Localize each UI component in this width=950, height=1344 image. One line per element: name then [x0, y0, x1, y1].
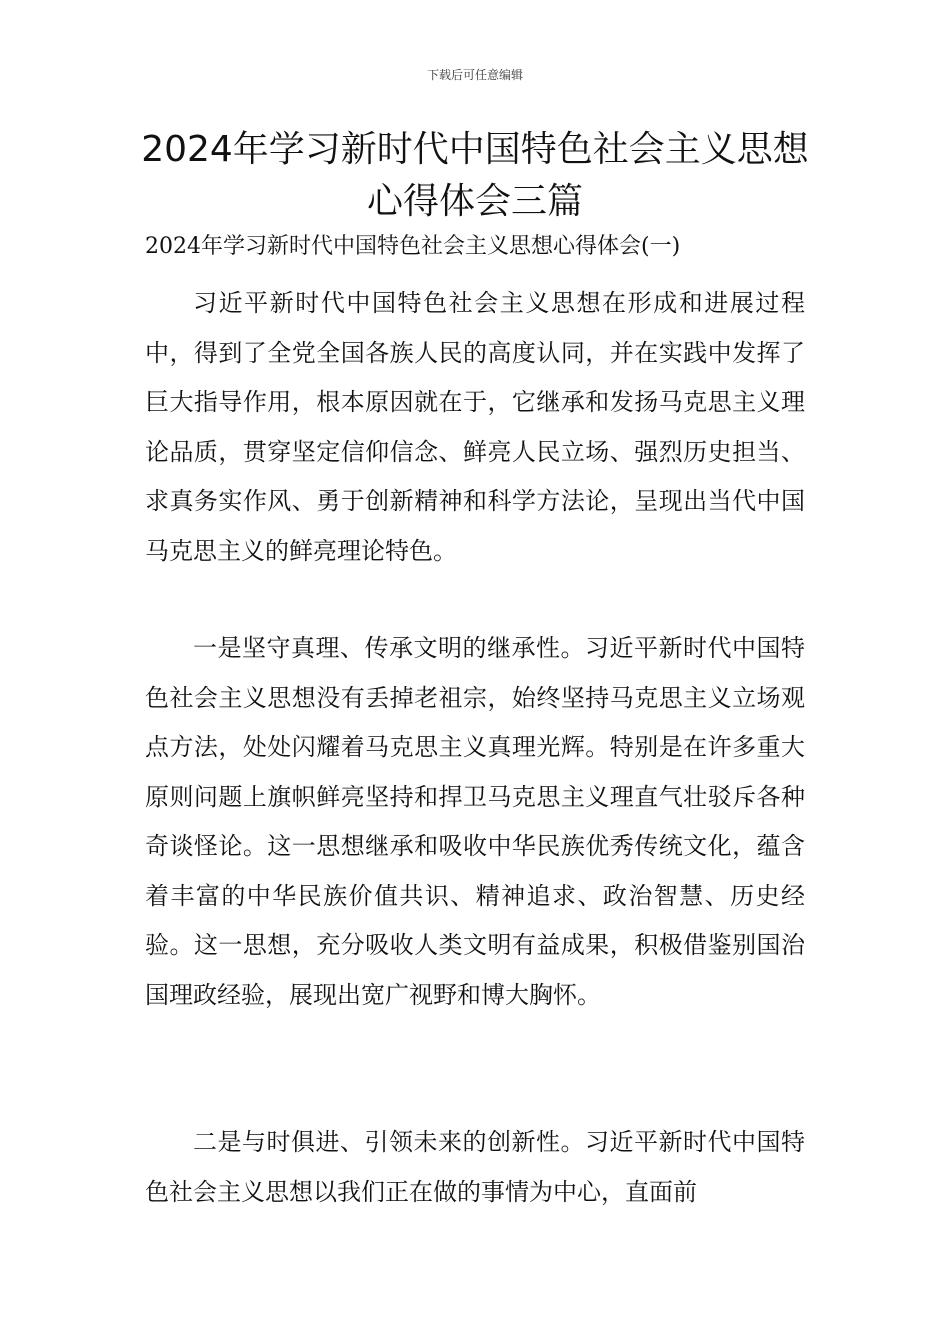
body-paragraph-1: 习近平新时代中国特色社会主义思想在形成和进展过程中，得到了全党全国各族人民的高度认同，并在实践中发挥了巨大指导作用，根本原因就在于，它继承和发扬马克思主义理论品质，贯穿坚定信仰信念、鲜亮人民立场、强烈历史担当、求真务实作风、勇于创新精神和科学方法论，呈现出当代中国马克思主义的鲜亮理论特色。 — [145, 289, 805, 565]
document-title: 2024年学习新时代中国特色社会主义思想心得体会三篇 — [141, 129, 809, 222]
header-note: 下载后可任意编辑 — [426, 68, 523, 82]
body-paragraph-3: 二是与时俱进、引领未来的创新性。习近平新时代中国特色社会主义思想以我们正在做的事情为中心，直面前 — [145, 1128, 805, 1206]
section-subtitle: 2024年学习新时代中国特色社会主义思想心得体会(一) — [145, 234, 681, 259]
body-paragraph-2: 一是坚守真理、传承文明的继承性。习近平新时代中国特色社会主义思想没有丢掉老祖宗，始终坚持马克思主义立场观点方法，处处闪耀着马克思主义真理光辉。特别是在许多重大原则问题上旗帜鲜亮坚持和捍卫马克思主义理直气壮驳斥各种奇谈怪论。这一思想继承和吸收中华民族优秀传统文化，蕴含着丰富的中华民族价值共识、精神追求、政治智慧、历史经验。这一思想，充分吸收人类文明有益成果，积极借鉴别国治国理政经验，展现出宽广视野和博大胸怀。 — [145, 634, 805, 1009]
